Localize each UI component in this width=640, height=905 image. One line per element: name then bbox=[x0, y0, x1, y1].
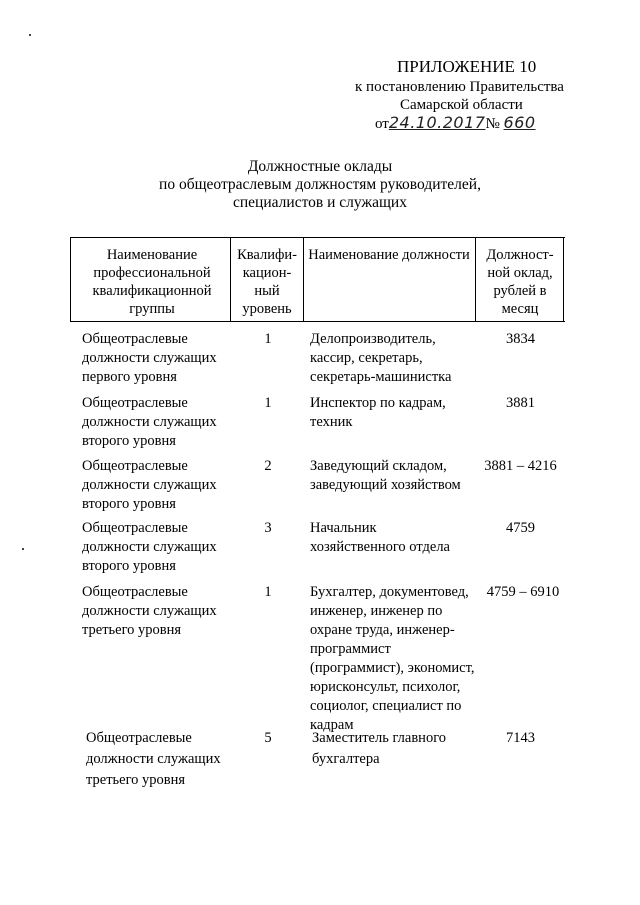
cell-group: Общеотраслевые должности служащих третьего уровня bbox=[86, 730, 221, 788]
cell-level: 3 bbox=[264, 520, 272, 536]
cell-salary: 4759 – 6910 bbox=[486, 584, 560, 600]
cell-salary: 7143 bbox=[506, 730, 535, 746]
appendix-date-number-line bbox=[355, 114, 625, 134]
document-title-line-2: по общеотраслевым должностям руководителей, bbox=[159, 176, 481, 193]
date-prefix: от bbox=[375, 116, 389, 132]
cell-group: Общеотраслевые должности служащих третьего уровня bbox=[82, 584, 217, 638]
header-group: Наименование профессиональной квалификационной группы bbox=[92, 247, 212, 317]
document-title-line-3: специалистов и служащих bbox=[233, 194, 407, 211]
cell-position: Делопроизводитель, кассир, секретарь, секретарь-машинистка bbox=[310, 331, 452, 385]
header-position: Наименование должности bbox=[308, 247, 470, 263]
cell-salary: 3834 bbox=[506, 331, 535, 347]
header-divider-2 bbox=[303, 238, 304, 321]
cell-group: Общеотраслевые должности служащих второго уровня bbox=[82, 520, 217, 574]
appendix-title: ПРИЛОЖЕНИЕ 10 bbox=[397, 57, 537, 76]
cell-salary: 3881 bbox=[506, 395, 535, 411]
cell-position: Бухгалтер, документовед, инженер, инженер по охране труда, инженер-программист (программист), экономист, юрисконсульт, психолог, социолог, специалист по кадрам bbox=[310, 584, 475, 733]
header-divider-1 bbox=[230, 238, 231, 321]
document-title-line-1: Должностные оклады bbox=[247, 158, 393, 175]
cell-level: 5 bbox=[264, 730, 272, 746]
appendix-line-2: Самарской области bbox=[400, 97, 523, 113]
header-border-right bbox=[563, 238, 564, 321]
appendix-line-1: к постановлению Правительства bbox=[355, 79, 564, 95]
cell-group: Общеотраслевые должности служащих второго уровня bbox=[82, 395, 217, 449]
cell-level: 1 bbox=[264, 395, 272, 411]
cell-group: Общеотраслевые должности служащих второго уровня bbox=[82, 458, 217, 512]
cell-level: 1 bbox=[264, 584, 272, 600]
cell-group: Общеотраслевые должности служащих первого уровня bbox=[82, 331, 217, 385]
header-level: Квалифи-кацион-ный уровень bbox=[237, 247, 297, 317]
header-divider-3 bbox=[475, 238, 476, 321]
header-border-left bbox=[70, 238, 71, 321]
header-salary: Должност-ной оклад, рублей в месяц bbox=[486, 247, 554, 317]
cell-position: Заместитель главного бухгалтера bbox=[312, 730, 447, 767]
handwritten-date: 24.10.2017 bbox=[388, 113, 486, 132]
number-label: № bbox=[485, 116, 500, 132]
cell-position: Заведующий складом, заведующий хозяйством bbox=[310, 458, 461, 493]
handwritten-number: 660 bbox=[503, 113, 536, 132]
cell-level: 2 bbox=[264, 458, 272, 474]
cell-salary: 4759 bbox=[506, 520, 535, 536]
cell-level: 1 bbox=[264, 331, 272, 347]
appendix-header bbox=[355, 58, 625, 134]
document-title bbox=[100, 158, 540, 212]
table-header bbox=[70, 237, 565, 322]
scan-speck bbox=[22, 548, 24, 550]
cell-salary: 3881 – 4216 bbox=[484, 458, 557, 474]
cell-position: Инспектор по кадрам, техник bbox=[310, 395, 446, 430]
scan-speck bbox=[29, 34, 31, 36]
cell-position: Начальник хозяйственного отдела bbox=[310, 520, 450, 555]
